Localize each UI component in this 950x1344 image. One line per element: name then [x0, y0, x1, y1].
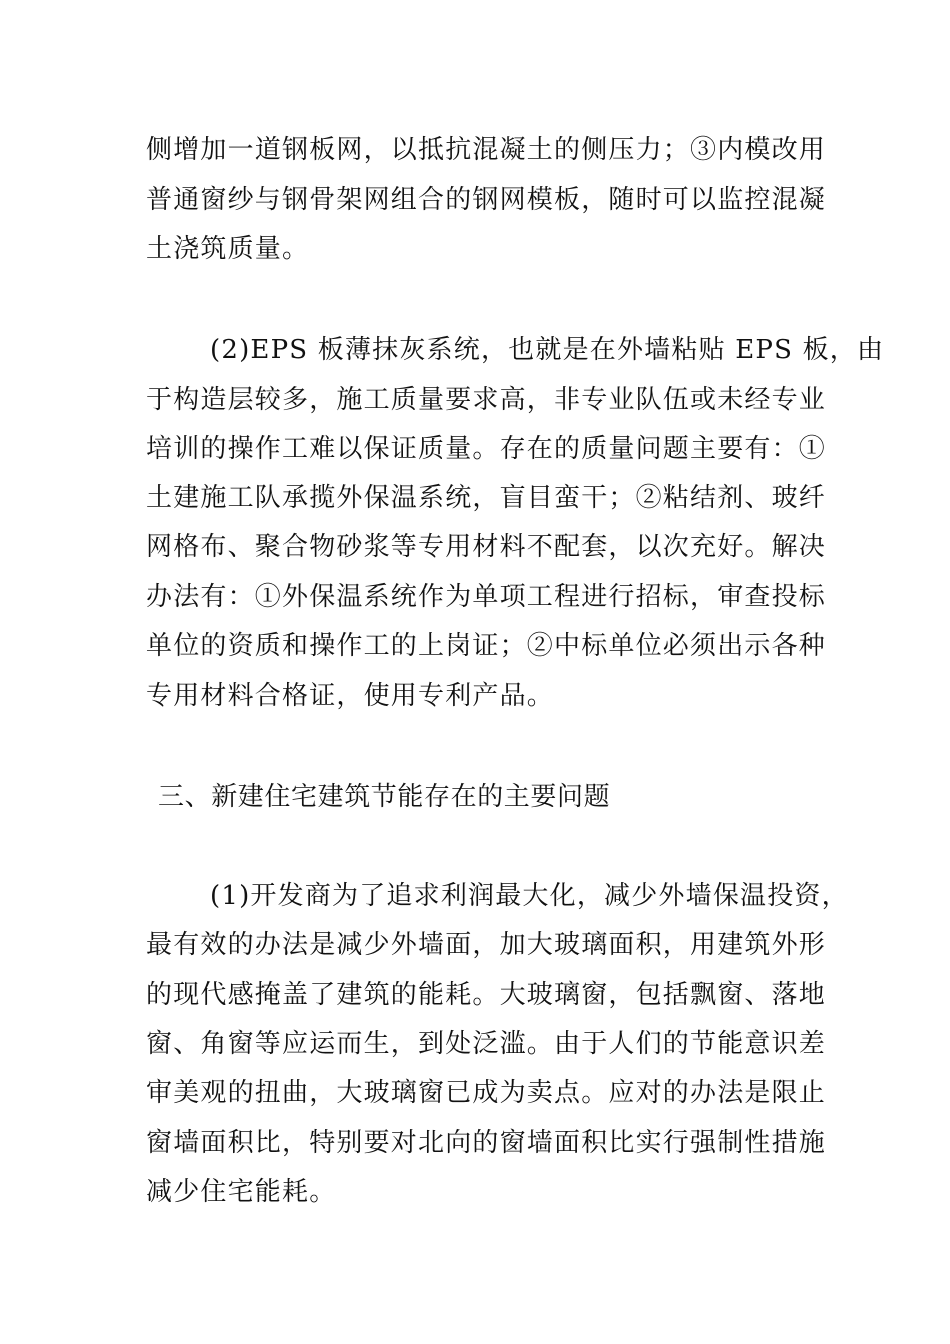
paragraph-1-line-1: 侧增加一道钢板网，以抵抗混凝土的侧压力；③内模改用	[146, 135, 827, 165]
paragraph-2-line-4: 土建施工队承揽外保温系统，盲目蛮干；②粘结剂、玻纤	[146, 483, 827, 513]
paragraph-2-line-3: 培训的操作工难以保证质量。存在的质量问题主要有：①	[146, 434, 827, 464]
paragraph-2-line-8: 专用材料合格证，使用专利产品。	[146, 681, 555, 711]
paragraph-2-line-6: 办法有：①外保温系统作为单项工程进行招标，审查投标	[146, 582, 827, 612]
paragraph-2-line-7: 单位的资质和操作工的上岗证；②中标单位必须出示各种	[146, 631, 827, 661]
paragraph-3-line-4: 窗、角窗等应运而生，到处泛滥。由于人们的节能意识差	[146, 1029, 827, 1059]
paragraph-1-line-3: 土浇筑质量。	[146, 234, 310, 264]
paragraph-2-line-1: (2)EPS 板薄抹灰系统，也就是在外墙粘贴 EPS 板，由	[210, 335, 885, 365]
paragraph-3-line-3: 的现代感掩盖了建筑的能耗。大玻璃窗，包括飘窗、落地	[146, 980, 827, 1010]
paragraph-3-line-2: 最有效的办法是减少外墙面，加大玻璃面积，用建筑外形	[146, 930, 827, 960]
paragraph-2-line-2: 于构造层较多，施工质量要求高，非专业队伍或未经专业	[146, 385, 827, 415]
paragraph-3-line-1: (1)开发商为了追求利润最大化，减少外墙保温投资，	[210, 881, 849, 911]
section-heading: 三、新建住宅建筑节能存在的主要问题	[158, 782, 611, 812]
paragraph-3-line-5: 审美观的扭曲，大玻璃窗已成为卖点。应对的办法是限止	[146, 1078, 827, 1108]
paragraph-2-line-5: 网格布、聚合物砂浆等专用材料不配套，以次充好。解决	[146, 532, 827, 562]
paragraph-3-line-6: 窗墙面积比，特别要对北向的窗墙面积比实行强制性措施	[146, 1128, 827, 1158]
paragraph-3-line-7: 减少住宅能耗。	[146, 1177, 337, 1207]
paragraph-1-line-2: 普通窗纱与钢骨架网组合的钢网模板，随时可以监控混凝	[146, 185, 827, 215]
